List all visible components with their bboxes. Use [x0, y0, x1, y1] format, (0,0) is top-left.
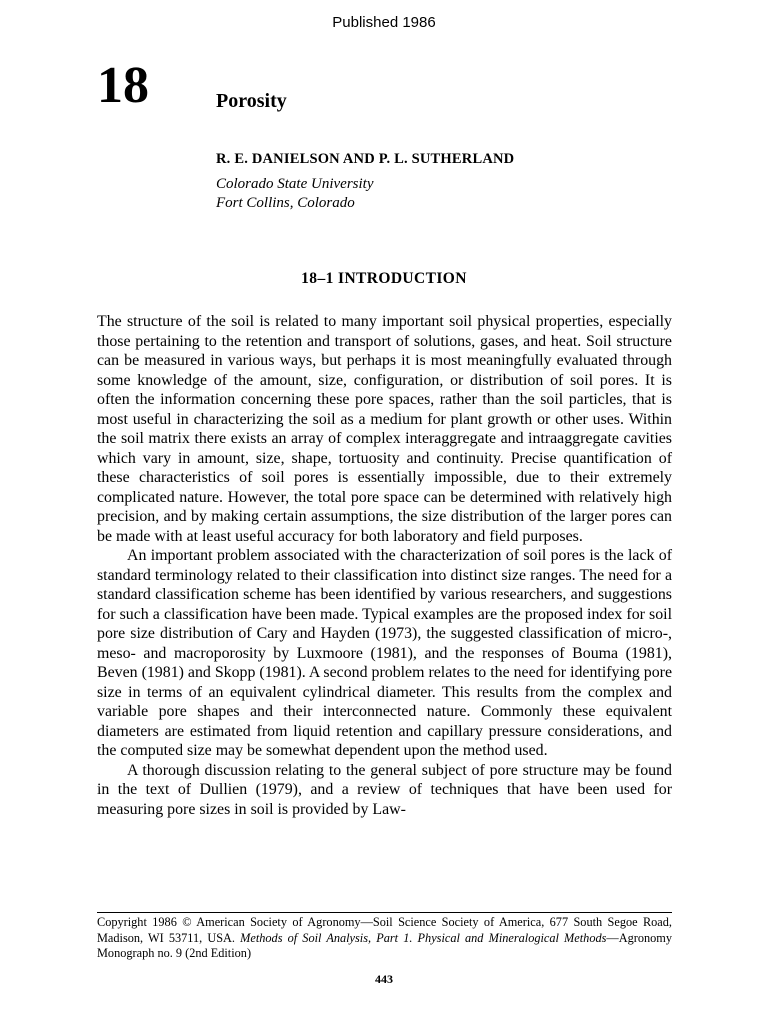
footnote-book-title: Methods of Soil Analysis, Part 1. Physical and Mineralogical Methods [240, 930, 607, 945]
section-heading: 18–1 INTRODUCTION [301, 270, 467, 287]
paragraph: An important problem associated with the characterization of soil pores is the lack of standard terminology related to their classification into distinct size ranges. The need for a standard classification scheme has been identified by various researchers, and suggestions for such a classification have been made. Typical examples are the proposed index for soil pore size distribution of Cary and Hayden (1973), the suggested classification of micro-, meso- and macroporosity by Luxmoore (1981), and the responses of Bouma (1981), Beven (1981) and Skopp (1981). A second problem relates to the need for identifying pore size in terms of an equivalent cylindrical diameter. This results from the complex and variable pore shapes and their interconnected nature. Commonly these equivalent diameters are estimated from liquid retention and capillary pressure considerations, and the computed size may be somewhat dependent upon the method used. [97, 547, 673, 759]
affiliation-location: Fort Collins, Colorado [216, 195, 355, 211]
chapter-number: 18 [97, 57, 149, 114]
paragraph: The structure of the soil is related to many important soil physical properties, especially those pertaining to the retention and transport of solutions, gases, and heat. Soil structure can be measured in various ways, but perhaps it is most meaningfully evaluated through some knowledge of the amount, size, configuration, or distribution of soil pores. It is often the information concerning these pore spaces, rather than the soil particles, that is most useful in characterizing the soil as a medium for plant growth or other uses. Within the soil matrix there exists an array of complex interaggregate and intraaggregate cavities which vary in amount, size, shape, tortuosity and continuity. Precise quantification of these characteristics of soil pores is essentially impossible, due to their extremely complicated nature. However, the total pore space can be determined with relatively high precision, and by making certain assumptions, the size distribution of the larger pores can be made with at least useful accuracy for both laboratory and field purposes. [97, 313, 672, 545]
footnote-divider [97, 912, 672, 913]
chapter-title: Porosity [216, 90, 287, 112]
published-note: Published 1986 [332, 14, 436, 31]
footnote-text-end: —Agronomy Monograph no. 9 (2nd Edition) [97, 930, 672, 960]
affiliation-university: Colorado State University [216, 176, 374, 192]
paragraph: A thorough discussion relating to the general subject of pore structure may be found in the text of Dullien (1979), and a review of techniques that have been used for measuring pore sizes in soil is provided by Law- [97, 761, 672, 818]
footnote-text-start: Copyright 1986 © American Society of Agronomy—Soil Science Society of America, 677 South Segoe Road, Madison, WI 53711, USA. [97, 915, 672, 945]
authors: R. E. DANIELSON AND P. L. SUTHERLAND [216, 151, 515, 167]
copyright-footnote [97, 915, 672, 962]
page-number: 443 [375, 972, 393, 986]
body-text [97, 312, 672, 819]
